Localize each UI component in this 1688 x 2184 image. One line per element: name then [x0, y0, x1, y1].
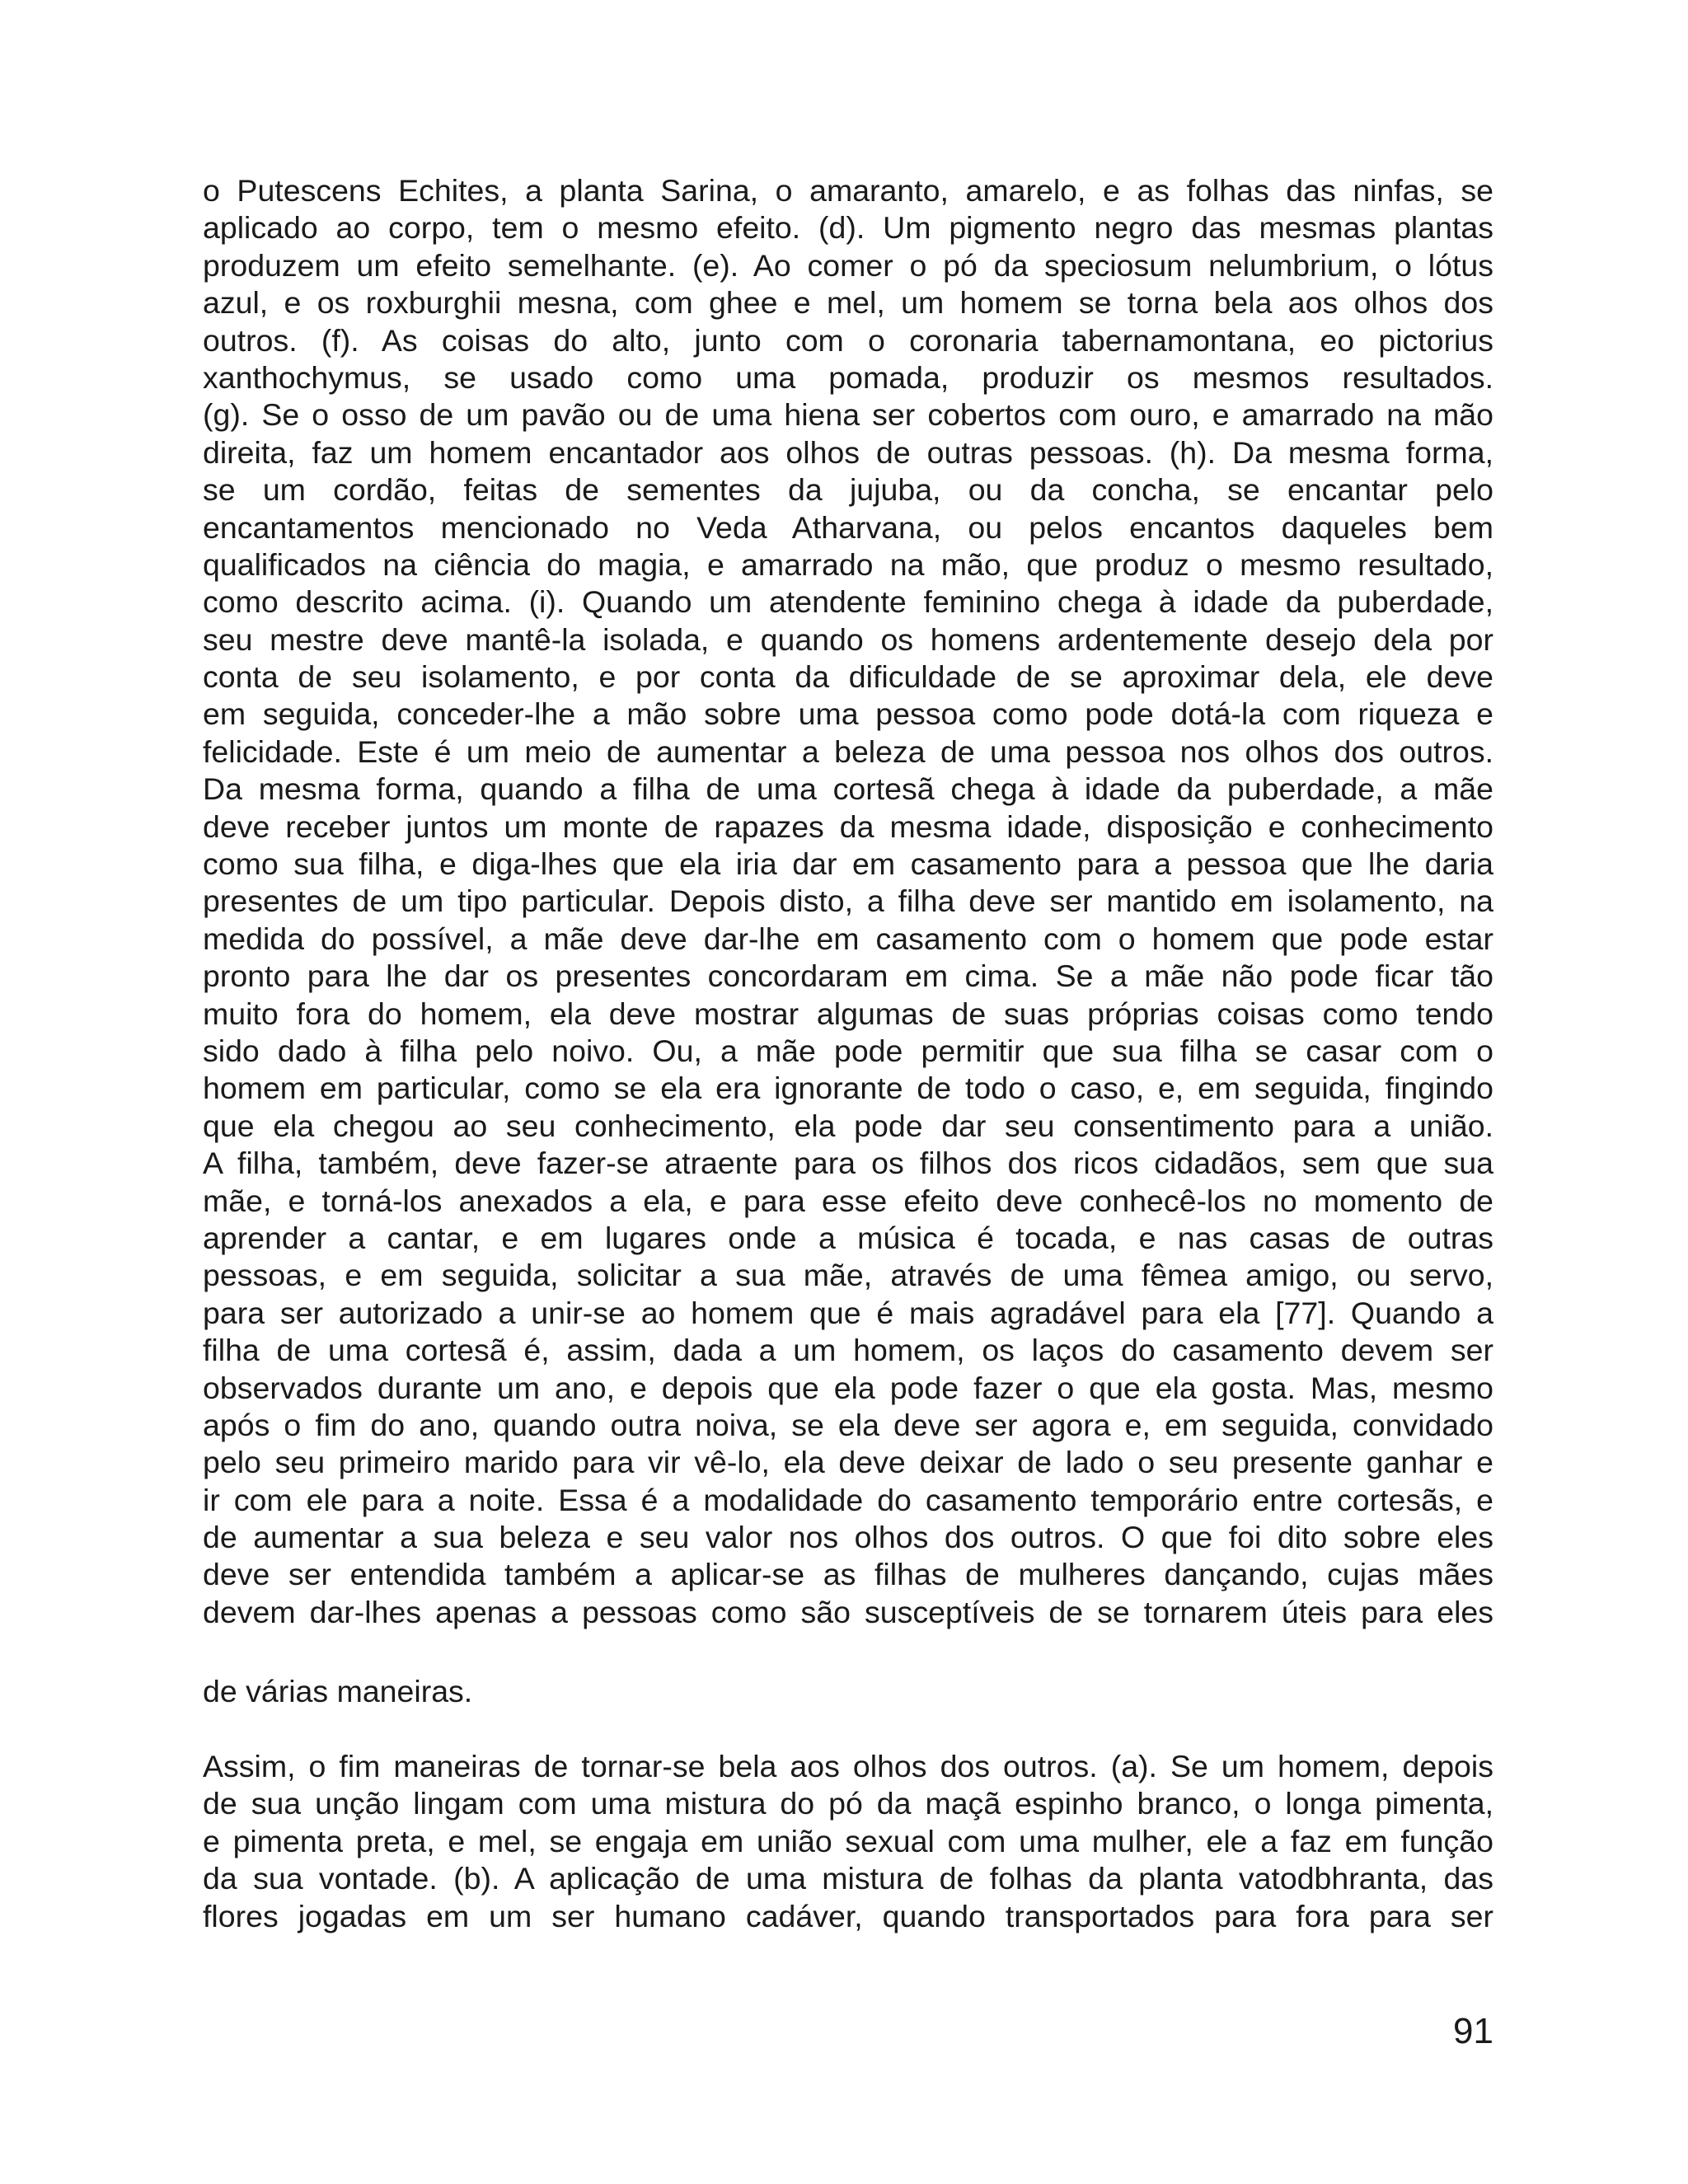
- body-paragraph-main: [203, 172, 1493, 1631]
- text-line: observados durante um ano, e depois que ela pode fazer o que ela gosta. Mas, mesmo: [203, 1370, 1493, 1405]
- text-line: presentes de um tipo particular. Depois disto, a filha deve ser mantido em isolamento, na: [203, 883, 1493, 919]
- text-line: conta de seu isolamento, e por conta da dificuldade de se aproximar dela, ele deve: [203, 659, 1493, 695]
- text-line: filha de uma cortesã é, assim, dada a um homem, os laços do casamento devem ser: [203, 1333, 1493, 1368]
- text-line: se um cordão, feitas de sementes da jujuba, ou da concha, se encantar pelo: [203, 472, 1493, 508]
- text-line: aplicado ao corpo, tem o mesmo efeito. (d). Um pigmento negro das mesmas plantas: [203, 210, 1493, 246]
- text-line: homem em particular, como se ela era ignorante de todo o caso, e, em seguida, fingindo: [203, 1071, 1493, 1106]
- text-line: aprender a cantar, e em lugares onde a música é tocada, e nas casas de outras: [203, 1220, 1493, 1255]
- text-line: que ela chegou ao seu conhecimento, ela pode dar seu consentimento para a união.: [203, 1108, 1493, 1143]
- text-line: da sua vontade. (b). A aplicação de uma mistura de folhas da planta vatodbhranta, das: [203, 1861, 1493, 1896]
- text-line: devem dar-lhes apenas a pessoas como são susceptíveis de se tornarem úteis para eles: [203, 1594, 1493, 1629]
- text-line: qualificados na ciência do magia, e amarrado na mão, que produz o mesmo resultado,: [203, 546, 1493, 582]
- text-line: e pimenta preta, e mel, se engaja em união sexual com uma mulher, ele a faz em função: [203, 1823, 1493, 1858]
- text-line: deve ser entendida também a aplicar-se as filhas de mulheres dançando, cujas mães: [203, 1557, 1493, 1592]
- text-line: outros. (f). As coisas do alto, junto com o coronaria tabernamontana, eo pictorius: [203, 322, 1493, 358]
- body-paragraph-tail: [203, 1673, 1493, 1710]
- text-line: Assim, o fim maneiras de tornar-se bela aos olhos dos outros. (a). Se um homem, depois: [203, 1749, 1493, 1783]
- text-line: medida do possível, a mãe deve dar-lhe em casamento com o homem que pode estar: [203, 921, 1493, 956]
- text-line: encantamentos mencionado no Veda Atharvana, ou pelos encantos daqueles bem: [203, 509, 1493, 545]
- text-line: direita, faz um homem encantador aos olhos de outras pessoas. (h). Da mesma forma,: [203, 434, 1493, 470]
- text-line: de várias maneiras.: [203, 1674, 473, 1708]
- text-line: produzem um efeito semelhante. (e). Ao comer o pó da speciosum nelumbrium, o lótus: [203, 247, 1493, 283]
- text-line: para ser autorizado a unir-se ao homem que é mais agradável para ela [77]. Quando a: [203, 1295, 1493, 1330]
- text-line: felicidade. Este é um meio de aumentar a beleza de uma pessoa nos olhos dos outros.: [203, 733, 1493, 769]
- text-line: pessoas, e em seguida, solicitar a sua mãe, através de uma fêmea amigo, ou servo,: [203, 1258, 1493, 1293]
- text-line: como sua filha, e diga-lhes que ela iria dar em casamento para a pessoa que lhe daria: [203, 846, 1493, 882]
- text-line: após o fim do ano, quando outra noiva, se ela deve ser agora e, em seguida, convidado: [203, 1407, 1493, 1442]
- text-line: o Putescens Echites, a planta Sarina, o amaranto, amarelo, e as folhas das ninfas, se: [203, 173, 1493, 208]
- text-line: em seguida, conceder-lhe a mão sobre uma pessoa como pode dotá-la com riqueza e: [203, 696, 1493, 732]
- text-line: pronto para lhe dar os presentes concordaram em cima. Se a mãe não pode ficar tão: [203, 958, 1493, 994]
- page-number: 91: [1453, 2011, 1493, 2051]
- text-line: xanthochymus, se usado como uma pomada, produzir os mesmos resultados.: [203, 359, 1493, 395]
- text-line: (g). Se o osso de um pavão ou de uma hiena ser cobertos com ouro, e amarrado na mão: [203, 397, 1493, 433]
- text-line: ir com ele para a noite. Essa é a modalidade do casamento temporário entre cortesãs, e: [203, 1482, 1493, 1517]
- body-paragraph-next: [203, 1748, 1493, 1935]
- text-line: muito fora do homem, ela deve mostrar algumas de suas próprias coisas como tendo: [203, 996, 1493, 1031]
- text-line: flores jogadas em um ser humano cadáver, quando transportados para fora para ser: [203, 1898, 1493, 1933]
- text-line: mãe, e torná-los anexados a ela, e para esse efeito deve conhecê-los no momento de: [203, 1183, 1493, 1218]
- text-line: como descrito acima. (i). Quando um atendente feminino chega à idade da puberdade,: [203, 584, 1493, 620]
- text-line: seu mestre deve mantê-la isolada, e quando os homens ardentemente desejo dela por: [203, 621, 1493, 657]
- text-line: de sua unção lingam com uma mistura do pó da maçã espinho branco, o longa pimenta,: [203, 1786, 1493, 1821]
- text-line: de aumentar a sua beleza e seu valor nos olhos dos outros. O que foi dito sobre eles: [203, 1520, 1493, 1555]
- text-line: pelo seu primeiro marido para vir vê-lo, ela deve deixar de lado o seu presente ganhar e: [203, 1445, 1493, 1480]
- text-line: azul, e os roxburghii mesna, com ghee e mel, um homem se torna bela aos olhos dos: [203, 285, 1493, 321]
- text-line: Da mesma forma, quando a filha de uma cortesã chega à idade da puberdade, a mãe: [203, 771, 1493, 807]
- text-line: A filha, também, deve fazer-se atraente para os filhos dos ricos cidadãos, sem que sua: [203, 1146, 1493, 1181]
- text-line: sido dado à filha pelo noivo. Ou, a mãe pode permitir que sua filha se casar com o: [203, 1033, 1493, 1068]
- text-line: deve receber juntos um monte de rapazes da mesma idade, disposição e conhecimento: [203, 808, 1493, 844]
